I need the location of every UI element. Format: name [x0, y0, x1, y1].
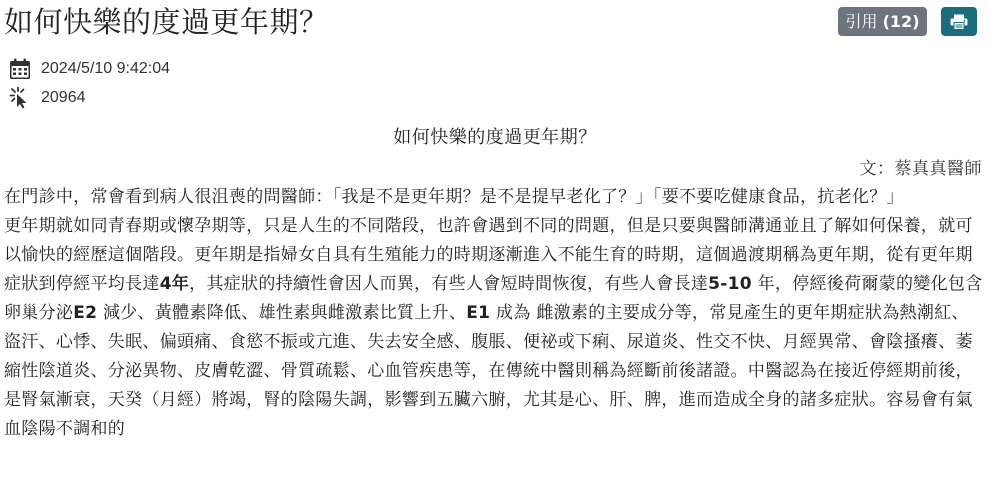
publish-date: 2024/5/10 9:42:04	[41, 60, 171, 77]
bold-text: E2	[73, 303, 98, 323]
cite-button[interactable]	[838, 7, 927, 36]
view-count: 20964	[41, 89, 86, 106]
publish-date-row	[8, 56, 170, 82]
article-paragraph: 在門診中，常會看到病人很沮喪的問醫師：「我是不是更年期？是不是提早老化了？」「要不要吃健康食品，抗老化？」	[4, 187, 904, 207]
article-paragraph	[4, 212, 984, 444]
text-run: 年，停經後荷爾蒙的變化包含卵巢分泌	[4, 274, 983, 323]
bold-text: 5-10	[708, 274, 752, 294]
article-author: 文：蔡真真醫師	[859, 159, 982, 179]
text-run: 更年期就如同青春期或懷孕期等，只是人生的不同階段，也許會遇到不同的問題，但是只要與醫師溝通並且了解如何保養，就可以愉快的經歷這個階段。更年期是指婦女自具有生殖能力的時期逐漸進入不能生育的時期，這個過渡期稱為更年期，從有更年期症狀到停經平均長達	[4, 216, 973, 294]
article-body	[4, 183, 984, 444]
text-run: 成為 雌激素的主要成分等，常見產生的更年期症狀為熱潮紅、盜汗、心悸、失眠、偏頭痛、食慾不振或亢進、失去安全感、腹脹、便祕或下痢、尿道炎、性交不快、月經異常、會陰搔癢、萎縮性陰道炎、分泌異物、皮膚乾澀、骨質疏鬆、心血管疾患等，在傳統中醫則稱為經斷前後諸證。中醫認為在接近停經期前後，是腎氣漸衰，天癸（月經）將竭，腎的陰陽失調，影響到五臟六腑，尤其是心、肝、脾，進而造成全身的諸多症狀。容易會有氣血陰陽不調和的	[4, 303, 973, 439]
article-title: 如何快樂的度過更年期？	[393, 127, 597, 148]
bold-text: 4年	[159, 274, 190, 294]
cite-count: (12)	[882, 12, 920, 31]
pointer-click-icon	[8, 86, 32, 110]
cite-button-label: 引用	[845, 12, 878, 31]
page-title: 如何快樂的度過更年期？	[4, 5, 329, 39]
view-count-row	[8, 85, 86, 111]
printer-icon	[950, 14, 968, 30]
text-run: ，其症狀的持續性會因人而異，有些人會短時間恢復，有些人會長達	[189, 274, 709, 294]
text-run: 減少、黃體素降低、雄性素與雌激素比質上升、	[97, 303, 467, 323]
calendar-icon	[8, 57, 32, 81]
page-header	[0, 0, 990, 46]
print-button[interactable]	[941, 7, 977, 36]
bold-text: E1	[466, 303, 491, 323]
